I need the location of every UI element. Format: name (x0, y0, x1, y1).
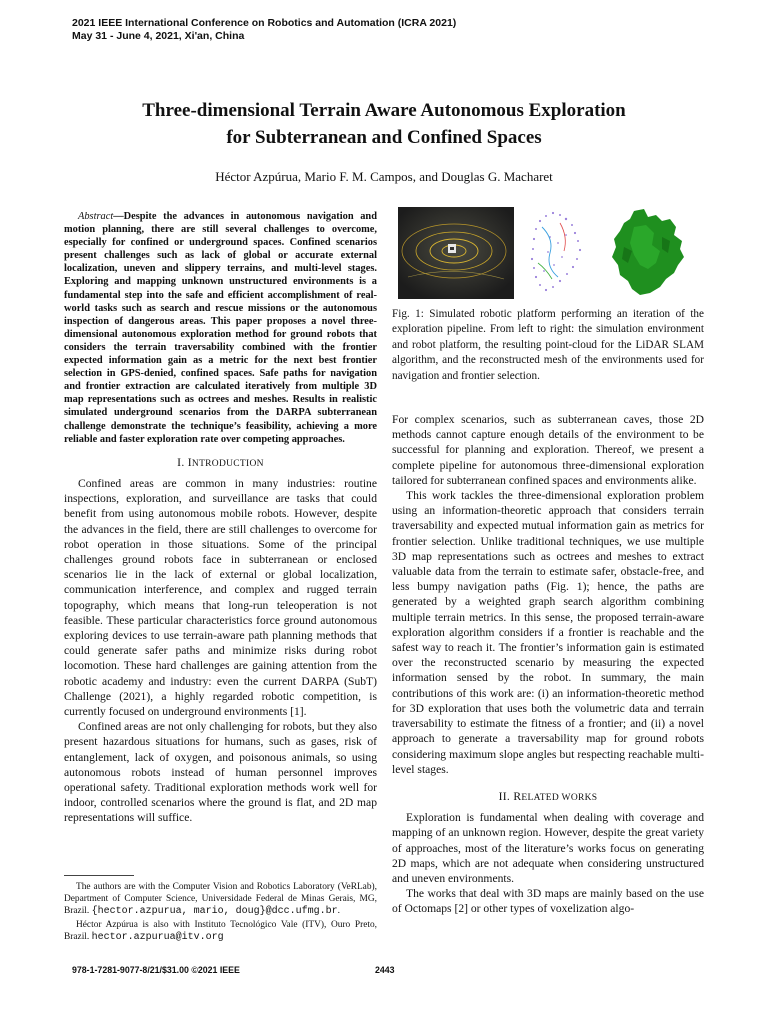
reconstructed-mesh-image (604, 207, 696, 299)
intro-paragraph-4: This work tackles the three-dimensional exploration problem using an information-theoretic approach that considers terrain traversability and expected mutual information gain as metrics for frontier selection. Unlike traditional techniques, we use multiple 3D map representations such as octrees and meshes to extract valuable data from the terrain to estimate safer, obstacle-free, and less bumpy navigation paths (Fig. 1); hence, the paths are generated by a weighted graph search algorithm combining multiple terrain metrics. In this sense, the proposed terrain-aware exploration algorithm considers if a frontier is reachable and the safest way to reach it. The frontier’s information gain is estimated over the reconstructed scenario by measuring the expected information sensed by the robot. In summary, the main contributions of this work are: (i) an information-theoretic method for 3D exploration that uses both the volumetric data and terrain traversability to estimate the fitness of a frontier; and (ii) a novel approach to generate a traversability map for ground robots considering maximum slope angles but respecting reachable multi-level stages. (392, 489, 704, 776)
abstract (64, 210, 377, 446)
intro-paragraph-3: For complex scenarios, such as subterranean caves, those 2D methods cannot capture enough details of the environment to be successful for planning and exploration. Thereof, we present a complete pipeline for autonomous three-dimensional exploration tailored for subterranean confined spaces and environments alike. (392, 413, 704, 487)
title-line-2: for Subterranean and Confined Spaces (226, 127, 542, 148)
abstract-label: Abstract (78, 211, 114, 222)
section-2-numeral: II. (498, 789, 514, 803)
section-1-cap: I (187, 455, 192, 469)
conference-header (72, 17, 456, 43)
figure-1-caption: Fig. 1: Simulated robotic platform performing an iteration of the exploration pipeline. From left to right: the simulation environment and robot platform, the resulting point-cloud for the LiDAR SLAM algorithm, and the reconstructed mesh of the environments used for navigation and frontier selection. (392, 308, 704, 382)
left-column (64, 210, 377, 826)
abstract-text: Despite the advances in autonomous navigation and motion planning, there are still several challenges to overcome, especially for confined or underground spaces. Confined scenarios present challenges such as lack of global or accurate external localization, uneven and slippery terrains, and multi-level stages. Exploring and mapping unknown unstructured environments is a fundamental step into the safe and efficient accomplishment of real-world tasks such as search and rescue missions or the autonomous inspection of dangerous areas. This paper proposes a novel three-dimensional autonomous exploration method for ground robots that considers the terrain traversability combined with the frontier expected information gain as a metric for the next best frontier selection in GPS-denied, confined spaces. Safe paths for navigation and frontier extraction are calculated iteratively from multiple 3D map representations such as octrees and meshes. Results in realistic simulated underground scenarios from the DARPA subterranean challenge demonstrate the technique’s feasibility, achieving a more reliable and faster exploration rate over competing approaches. (64, 211, 377, 445)
footer-isbn: 978-1-7281-9077-8/21/$31.00 ©2021 IEEE (72, 965, 240, 975)
point-cloud-image (520, 207, 594, 299)
related-paragraph-1: Exploration is fundamental when dealing with coverage and mapping of an unknown region. However, despite the great variety of approaches, most of the literature’s works focus on generating 2D maps, which are not adequate when considering unstructured and uneven environments. (392, 811, 704, 885)
abstract-dash: — (113, 211, 124, 222)
section-heading-related-works (392, 789, 704, 806)
related-paragraph-2: The works that deal with 3D maps are mainly based on the use of Octomaps [2] or other types of voxelization algo- (392, 887, 704, 916)
intro-paragraph-1: Confined areas are common in many industries: routine inspections, exploration, and surveillance are tasks that could benefit from using autonomous mobile robots. However, despite the advances in the field, there are still challenges to overcome for robot operation in those situations. Some of the principal challenges ground robots face in subterranean or enclosed scenarios lie in the lack of external or global localization, communication interference, and complex and rugged terrain topography, which means that long-run teleoperation is not feasible. These particular characteristics force ground autonomous exploring devices to use terrain-aware path planning methods that could generate safer paths and minimize risks during robot locomotion. These hard challenges are gaining attention from the robotic academy and industry: even the current DARPA (SubT) Challenge (2021), a highly regarded robotic competition, is currently focused on underground environments [1]. (64, 476, 377, 718)
section-2-rest: ELATED WORKS (521, 792, 598, 803)
footnote-2-email: hector.azpurua@itv.org (91, 931, 224, 943)
figure-1 (392, 207, 704, 303)
footnote-2-text: Héctor Azpúrua is also with Instituto Tecnológico Vale (ITV), Ouro Preto, Brazil. (64, 919, 377, 942)
author-list: Héctor Azpúrua, Mario F. M. Campos, and Douglas G. Macharet (215, 169, 553, 184)
footnote-1-email: {hector.azpurua, mario, doug}@dcc.ufmg.br (91, 906, 338, 918)
section-1-numeral: I. (177, 455, 188, 469)
author-affiliation-footnote (64, 881, 377, 944)
footnote-affiliation-1 (64, 881, 377, 919)
section-2-cap: R (513, 789, 522, 803)
section-1-rest: NTRODUCTION (191, 458, 264, 469)
right-column (392, 210, 704, 917)
conference-dates: May 31 - June 4, 2021, Xi'an, China (72, 30, 245, 42)
footnote-affiliation-2 (64, 919, 377, 944)
footnote-1-end: . (337, 906, 340, 917)
footnote-rule (64, 875, 134, 876)
paper-title (72, 97, 696, 151)
intro-paragraph-2: Confined areas are not only challenging for robots, but they also present hazardous situations for humans, such as gases, risk of entanglement, lack of oxygen, and poisonous animals, so using autonomous robots instead of human personnel improves operational safety. Traditional exploration methods work well for indoor, controlled scenarios where the ground is flat, and 2D map representations will suffice. (64, 720, 377, 825)
conference-name: 2021 IEEE International Conference on Robotics and Automation (ICRA 2021) (72, 17, 457, 29)
title-line-1: Three-dimensional Terrain Aware Autonomous Exploration (142, 100, 626, 121)
simulation-environment-image (398, 207, 514, 299)
page-number: 2443 (375, 965, 395, 975)
footnote-1-text: The authors are with the Computer Vision and Robotics Laboratory (VeRLab), Department of Computer Science, Universidade Federal de Minas Gerais, MG, Brazil. (64, 882, 377, 917)
section-heading-introduction (64, 455, 377, 472)
